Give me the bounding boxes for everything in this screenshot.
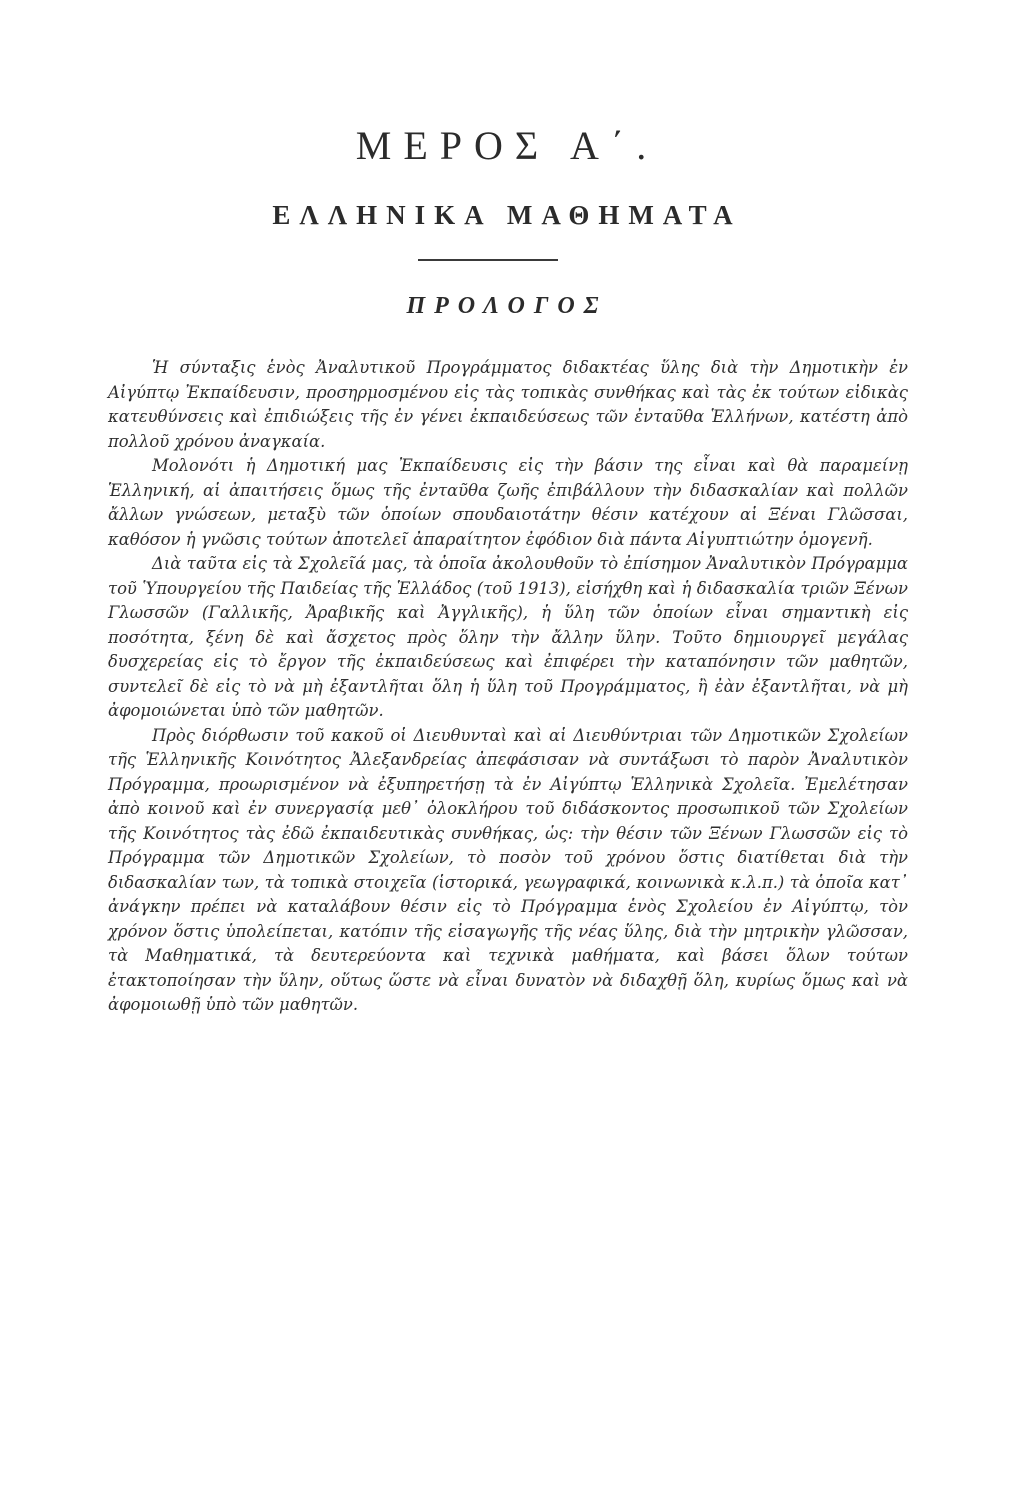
paragraph-4: Πρὸς διόρθωσιν τοῦ κακοῦ οἱ Διευθυνταὶ καὶ αἱ Διευθύντριαι τῶν Δημοτικῶν Σχολείων τῆς Ἑλληνικῆς Κοινότητος Ἀλεξανδρείας ἀπεφάσισαν νὰ συντάξωσι τὸ παρὸν Ἀναλυτικὸν Πρόγραμμα, προωρισμένον νὰ ἐξυπηρετήσῃ τὰ ἐν Αἰγύπτῳ Ἑλληνικὰ Σχολεῖα. Ἐμελέτησαν ἀπὸ κοινοῦ καὶ ἐν συνεργασίᾳ μεθ᾿ ὁλοκλήρου τοῦ διδάσκοντος προσωπικοῦ τῶν Σχολείων τῆς Κοινότητος τὰς ἐδῶ ἐκπαιδευτικὰς συνθήκας, ὡς: τὴν θέσιν τῶν Ξένων Γλωσσῶν εἰς τὸ Πρόγραμμα τῶν Δημοτικῶν Σχολείων, τὸ ποσὸν τοῦ χρόνου ὅστις διατίθεται διὰ τὴν διδασκαλίαν των, τὰ τοπικὰ στοιχεῖα (ἱστορικά, γεωγραφικά, κοινωνικὰ κ.λ.π.) τὰ ὁποῖα κατ᾿ ἀνάγκην πρέπει νὰ καταλάβουν θέσιν εἰς τὸ Πρόγραμμα ἑνὸς Σχολείου ἐν Αἰγύπτῳ, τὸν χρόνον ὅστις ὑπολείπεται, κατόπιν τῆς εἰσαγωγῆς τῆς νέας ὕλης, διὰ τὴν μητρικὴν γλῶσσαν, τὰ Μαθηματικά, τὰ δευτερεύοντα καὶ τεχνικὰ μαθήματα, καὶ βάσει ὅλων τούτων ἐτακτοποίησαν τὴν ὕλην, οὕτως ὥστε νὰ εἶναι δυνατὸν νὰ διδαχθῇ ὅλη, κυρίως ὅμως καὶ νὰ ἀφομοιωθῇ ὑπὸ τῶν μαθητῶν. [108, 725, 908, 1014]
part-title: ΜΕΡΟΣ Α΄. [355, 123, 659, 168]
prologue-body [108, 356, 908, 1018]
divider-rule [418, 259, 558, 261]
paragraph-1: Ἡ σύνταξις ἑνὸς Ἀναλυτικοῦ Προγράμματος διδακτέας ὕλης διὰ τὴν Δημοτικὴν ἐν Αἰγύπτῳ Ἐκπαίδευσιν, προσηρμοσμένου εἰς τὰς τοπικὰς συνθήκας καὶ τὰς ἐκ τούτων εἰδικὰς κατευθύνσεις καὶ ἐπιδιώξεις τῆς ἐν γένει ἐκπαιδεύσεως τῶν ἐνταῦθα Ἑλλήνων, κατέστη ἀπὸ πολλοῦ χρόνου ἀναγκαία. [108, 358, 908, 451]
prologue-title: ΠΡΟΛΟΓΟΣ [406, 293, 608, 319]
paragraph-2: Μολονότι ἡ Δημοτική μας Ἐκπαίδευσις εἰς τὴν βάσιν της εἶναι καὶ θὰ παραμείνῃ Ἑλληνική, αἱ ἀπαιτήσεις ὅμως τῆς ἐνταῦθα ζωῆς ἐπιβάλλουν τὴν διδασκαλίαν καὶ πολλῶν ἄλλων γνώσεων, μεταξὺ τῶν ὁποίων σπουδαιοτάτην θέσιν κατέχουν αἱ Ξέναι Γλῶσσαι, καθόσον ἡ γνῶσις τούτων ἀποτελεῖ ἀπαραίτητον ἐφόδιον διὰ πάντα Αἰγυπτιώτην ὁμογενῆ. [108, 456, 908, 549]
paragraph-3: Διὰ ταῦτα εἰς τὰ Σχολεῖά μας, τὰ ὁποῖα ἀκολουθοῦν τὸ ἐπίσημον Ἀναλυτικὸν Πρόγραμμα τοῦ Ὑπουργείου τῆς Παιδείας τῆς Ἑλλάδος (τοῦ 1913), εἰσήχθη καὶ ἡ διδασκαλία τριῶν Ξένων Γλωσσῶν (Γαλλικῆς, Ἀραβικῆς καὶ Ἀγγλικῆς), ἡ ὕλη τῶν ὁποίων εἶναι σημαντικὴ εἰς ποσότητα, ξένη δὲ καὶ ἄσχετος πρὸς ὅλην τὴν ἄλλην ὕλην. Τοῦτο δημιουργεῖ μεγάλας δυσχερείας εἰς τὸ ἔργον τῆς ἐκπαιδεύσεως καὶ ἐπιφέρει τὴν καταπόνησιν τῶν μαθητῶν, συντελεῖ δὲ εἰς τὸ νὰ μὴ ἐξαντλῆται ὅλη ἡ ὕλη τοῦ Προγράμματος, ἢ ἐὰν ἐξαντλῆται, νὰ μὴ ἀφομοιώνεται ὑπὸ τῶν μαθητῶν. [108, 554, 908, 720]
section-subtitle: ΕΛΛΗΝΙΚΑ ΜΑΘΗΜΑΤΑ [272, 200, 742, 230]
